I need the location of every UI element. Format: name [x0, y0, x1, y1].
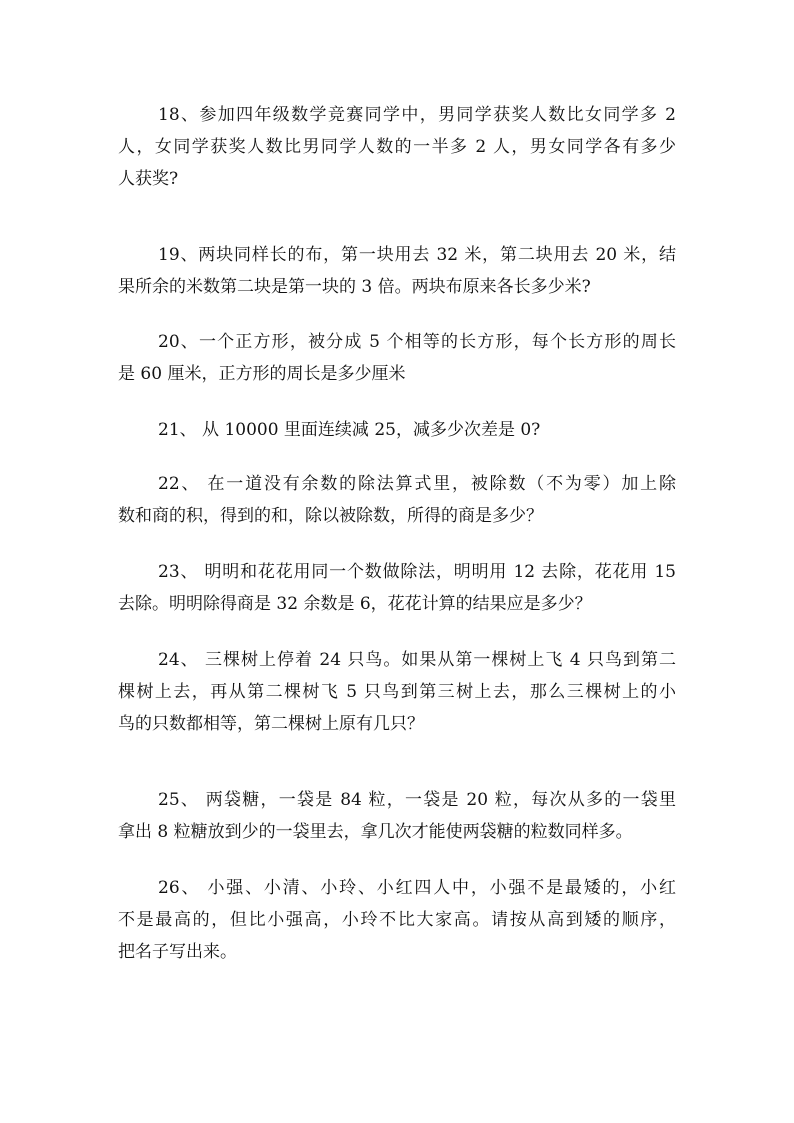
problem-line: 果所余的米数第二块是第一块的 3 倍。两块布原来各长多少米? [118, 277, 591, 297]
problem-line: 24、 三棵树上停着 24 只鸟。如果从第一棵树上飞 4 只鸟到第二 [158, 650, 676, 670]
problem-line: 20、一个正方形，被分成 5 个相等的长方形，每个长方形的周长 [158, 332, 676, 352]
problem-line: 26、 小强、小清、小玲、小红四人中，小强不是最矮的，小红 [158, 878, 676, 898]
problem-18 [118, 99, 676, 195]
problem-line: 是 60 厘米，正方形的周长是多少厘米 [118, 364, 406, 384]
problem-line: 棵树上去，再从第二棵树飞 5 只鸟到第三树上去，那么三棵树上的小 [118, 682, 676, 702]
problem-line: 不是最高的，但比小强高，小玲不比大家高。请按从高到矮的顺序， [118, 910, 676, 930]
problem-25 [118, 784, 676, 848]
problem-line: 23、 明明和花花用同一个数做除法，明明用 12 去除，花花用 15 [158, 562, 676, 582]
problem-line: 人获奖? [118, 169, 179, 189]
problem-line: 去除。明明除得商是 32 余数是 6，花花计算的结果应是多少？ [118, 594, 592, 614]
problem-22 [118, 468, 676, 532]
problem-21 [118, 414, 676, 446]
problem-26 [118, 872, 676, 968]
problem-line: 22、 在一道没有余数的除法算式里，被除数（不为零）加上除 [158, 474, 676, 494]
problem-line: 25、 两袋糖，一袋是 84 粒，一袋是 20 粒，每次从多的一袋里 [158, 790, 676, 810]
problem-24 [118, 644, 676, 740]
problem-line: 鸟的只数都相等，第二棵树上原有几只？ [118, 714, 424, 734]
problem-23 [118, 556, 676, 620]
problem-line: 19、两块同样长的布，第一块用去 32 米，第二块用去 20 米，结 [158, 245, 676, 265]
problem-20 [118, 326, 676, 390]
problem-19 [118, 239, 676, 303]
problem-line: 数和商的积，得到的和，除以被除数，所得的商是多少？ [118, 506, 543, 526]
problem-line: 21、 从 10000 里面连续减 25，减多少次差是 0? [158, 420, 541, 440]
problem-line: 拿出 8 粒糖放到少的一袋里去，拿几次才能使两袋糖的粒数同样多。 [118, 822, 633, 842]
problem-line: 18、参加四年级数学竞赛同学中，男同学获奖人数比女同学多 2 [158, 105, 676, 125]
problem-line: 人，女同学获奖人数比男同学人数的一半多 2 人，男女同学各有多少 [118, 137, 676, 157]
problem-line: 把名子写出来。 [118, 942, 237, 962]
